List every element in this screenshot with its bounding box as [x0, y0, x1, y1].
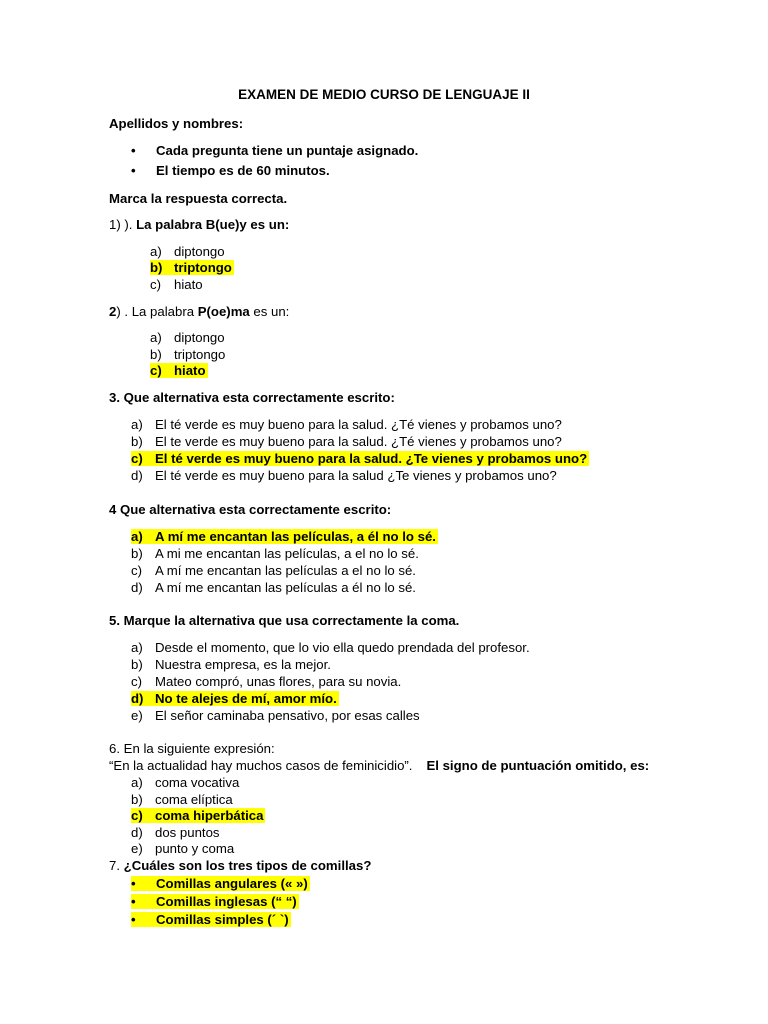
- q7-answer-item: • Comillas angulares (« »): [131, 876, 308, 891]
- q5-option-b: b) Nuestra empresa, es la mejor.: [131, 657, 331, 672]
- q2-option-a: a) diptongo: [150, 330, 225, 345]
- q2-option-c-answer: c) hiato: [150, 363, 206, 378]
- question-6-statement: “En la actualidad hay muchos casos de feminicidio”. El signo de puntuación omitido, es:: [109, 758, 650, 773]
- q4-option-b: b) A mi me encantan las películas, a el no lo sé.: [131, 546, 419, 561]
- question-4: 4 Que alternativa esta correctamente escrito:: [109, 502, 392, 517]
- q1-option-b-answer: b) triptongo: [150, 260, 232, 275]
- q5-option-c: c) Mateo compró, unas flores, para su novia.: [131, 674, 402, 689]
- q6-option-e: e) punto y coma: [131, 841, 235, 856]
- q5-option-d-answer: d) No te alejes de mí, amor mío.: [131, 691, 337, 706]
- q1-option-c: c) hiato: [150, 277, 203, 292]
- instructions-heading: Marca la respuesta correcta.: [109, 191, 288, 206]
- question-2: 2) . La palabra P(oe)ma es un:: [109, 304, 290, 319]
- question-3: 3. Que alternativa esta correctamente escrito:: [109, 390, 395, 405]
- q3-option-b: b) El te verde es muy bueno para la salud. ¿Té vienes y probamos uno?: [131, 434, 562, 449]
- question-6: 6. En la siguiente expresión:: [109, 741, 275, 756]
- q6-option-b: b) coma elíptica: [131, 792, 233, 807]
- q3-option-c-answer: c) El té verde es muy bueno para la salud. ¿Te vienes y probamos uno?: [131, 451, 588, 466]
- q3-option-a: a) El té verde es muy bueno para la salud. ¿Té vienes y probamos uno?: [131, 417, 562, 432]
- q7-answer-item: • Comillas inglesas (“ “): [131, 894, 297, 909]
- q1-option-a: a) diptongo: [150, 244, 225, 259]
- q6-option-c-answer: c) coma hiperbática: [131, 808, 264, 823]
- question-7: 7. ¿Cuáles son los tres tipos de comillas?: [109, 858, 372, 873]
- q2-option-b: b) triptongo: [150, 347, 226, 362]
- q5-option-e: e) El señor caminaba pensativo, por esas calles: [131, 708, 420, 723]
- exam-title: EXAMEN DE MEDIO CURSO DE LENGUAJE II: [238, 87, 530, 102]
- q5-option-a: a) Desde el momento, que lo vio ella quedo prendada del profesor.: [131, 640, 530, 655]
- q3-option-d: d) El té verde es muy bueno para la salud ¿Te vienes y probamos uno?: [131, 468, 557, 483]
- instruction-item: • El tiempo es de 60 minutos.: [131, 163, 330, 178]
- instruction-item: • Cada pregunta tiene un puntaje asignado.: [131, 143, 419, 158]
- q4-option-c: c) A mí me encantan las películas a el no lo sé.: [131, 563, 416, 578]
- question-1: 1) ). La palabra B(ue)y es un:: [109, 217, 290, 232]
- q6-option-d: d) dos puntos: [131, 825, 220, 840]
- question-5: 5. Marque la alternativa que usa correctamente la coma.: [109, 613, 460, 628]
- q7-answer-item: • Comillas simples (´ `): [131, 912, 289, 927]
- q4-option-a-answer: a) A mí me encantan las películas, a él no lo sé.: [131, 529, 436, 544]
- name-field-label: Apellidos y nombres:: [109, 116, 244, 131]
- q4-option-d: d) A mí me encantan las películas a él no lo sé.: [131, 580, 416, 595]
- q6-option-a: a) coma vocativa: [131, 775, 240, 790]
